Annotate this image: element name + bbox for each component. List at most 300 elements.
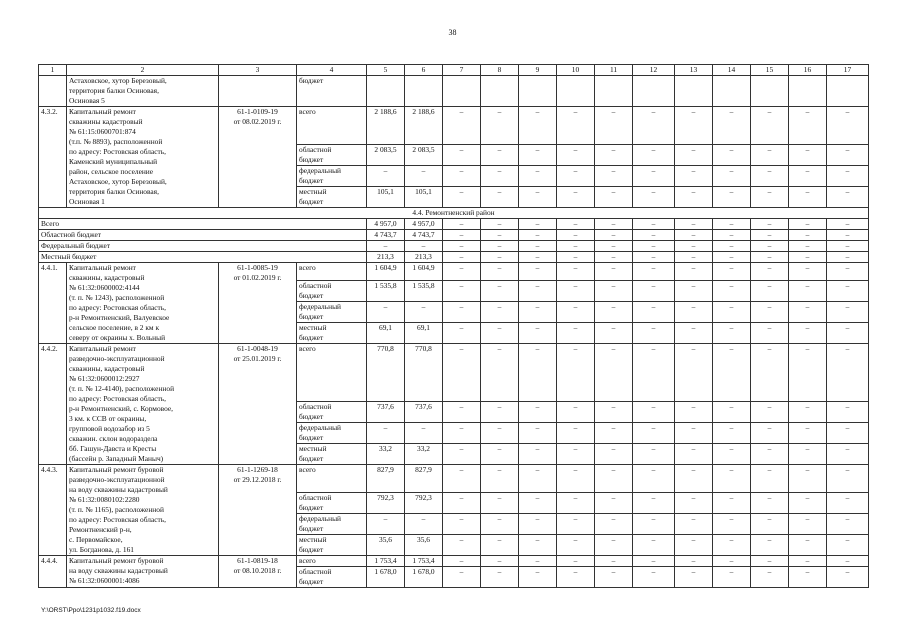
value-col-9: – (519, 145, 557, 166)
value-col-15: – (751, 423, 789, 444)
cell-text-line: федеральный (299, 423, 341, 432)
value-col-9: – (519, 567, 557, 588)
cell-text-line: бюджет (299, 454, 324, 463)
value-col-6: 2 083,5 (405, 145, 443, 166)
value-col-8: – (481, 567, 519, 588)
value-col-13: – (675, 252, 713, 263)
value-col-5: – (367, 241, 405, 252)
cell-text-line: скважины, кадастровый (69, 364, 145, 373)
value-col-6: 35,6 (405, 535, 443, 556)
cell-text-line: по адресу: Ростовская область, (69, 515, 166, 524)
value-col-8: – (481, 302, 519, 323)
value-col-14: – (713, 230, 751, 241)
value-col-9 (519, 76, 557, 107)
cell-text-line: бюджет (299, 312, 324, 321)
value-col-10: – (557, 514, 595, 535)
value-col-6: 1 535,8 (405, 281, 443, 302)
cell-text-line: Капитальный ремонт буровой (69, 465, 164, 474)
value-col-10: – (557, 423, 595, 444)
value-col-10: – (557, 323, 595, 344)
value-col-13: – (675, 241, 713, 252)
value-col-10: – (557, 281, 595, 302)
total-row (39, 219, 869, 230)
value-col-16: – (789, 263, 827, 281)
value-col-14: – (713, 281, 751, 302)
value-col-7: – (443, 493, 481, 514)
value-col-8: – (481, 465, 519, 493)
cell-text-line: местный (299, 323, 327, 332)
value-col-17: – (827, 493, 869, 514)
column-number-header: 17 (827, 65, 869, 76)
value-col-15: – (751, 241, 789, 252)
value-col-5: 4 957,0 (367, 219, 405, 230)
value-col-7: – (443, 535, 481, 556)
column-number-header: 9 (519, 65, 557, 76)
value-col-13: – (675, 514, 713, 535)
column-number-header: 12 (633, 65, 675, 76)
value-col-7: – (443, 402, 481, 423)
value-col-14: – (713, 402, 751, 423)
cell-text-line: 61-1-0819-18 (237, 556, 278, 565)
value-col-11: – (595, 145, 633, 166)
value-col-17: – (827, 187, 869, 208)
value-col-16: – (789, 556, 827, 567)
cell-text-line: территория балки Осиновая, (69, 86, 159, 95)
value-col-5: 69,1 (367, 323, 405, 344)
value-col-6 (405, 76, 443, 107)
total-row (39, 252, 869, 263)
value-col-7: – (443, 567, 481, 588)
cell-text-line: областной (299, 281, 332, 290)
cell-text-line: по адресу: Ростовская область, (69, 147, 166, 156)
cell-text-line: всего (299, 107, 316, 116)
funding-source (297, 187, 367, 208)
value-col-8: – (481, 230, 519, 241)
value-col-7: – (443, 302, 481, 323)
value-col-15: – (751, 187, 789, 208)
value-col-12: – (633, 323, 675, 344)
value-col-12: – (633, 187, 675, 208)
value-col-7: – (443, 107, 481, 145)
value-col-17: – (827, 323, 869, 344)
value-col-11: – (595, 281, 633, 302)
value-col-9: – (519, 302, 557, 323)
value-col-9: – (519, 444, 557, 465)
value-col-16: – (789, 465, 827, 493)
funding-source (297, 402, 367, 423)
value-col-8: – (481, 493, 519, 514)
value-col-17: – (827, 107, 869, 145)
object-description (67, 263, 219, 344)
value-col-14: – (713, 535, 751, 556)
value-col-15: – (751, 493, 789, 514)
value-col-6: – (405, 302, 443, 323)
cell-text-line: областной (299, 493, 332, 502)
value-col-17: – (827, 263, 869, 281)
cell-text-line: Капитальный ремонт (69, 263, 136, 272)
value-col-6: 213,3 (405, 252, 443, 263)
funding-source (297, 465, 367, 493)
value-col-10: – (557, 241, 595, 252)
value-col-5: 1 753,4 (367, 556, 405, 567)
value-col-17: – (827, 302, 869, 323)
value-col-15: – (751, 252, 789, 263)
value-col-16: – (789, 402, 827, 423)
value-col-16: – (789, 344, 827, 402)
value-col-17: – (827, 567, 869, 588)
value-col-10: – (557, 230, 595, 241)
cell-text-line: с. Первомайское, (69, 535, 123, 544)
value-col-11: – (595, 252, 633, 263)
funding-source (297, 444, 367, 465)
cell-text-line: Осиновая 5 (69, 96, 105, 105)
value-col-11: – (595, 166, 633, 187)
value-col-7: – (443, 241, 481, 252)
value-col-17: – (827, 535, 869, 556)
value-col-12: – (633, 281, 675, 302)
budget-table (38, 64, 869, 588)
value-col-8: – (481, 166, 519, 187)
cell-text-line: бб. Гашун-Давста и Кресты (69, 444, 157, 453)
cell-text-line: от 08.02.2019 г. (233, 117, 282, 126)
cell-text-line: северу от окраины х. Вольный (69, 333, 166, 342)
value-col-9: – (519, 344, 557, 402)
value-col-13: – (675, 323, 713, 344)
value-col-5: – (367, 423, 405, 444)
object-description (67, 76, 219, 107)
value-col-15: – (751, 402, 789, 423)
registration-number (219, 76, 297, 107)
cell-text-line: № 61:15:0600701:874 (69, 127, 136, 136)
value-col-14: – (713, 145, 751, 166)
value-col-5: 33,2 (367, 444, 405, 465)
item-number (39, 76, 67, 107)
value-col-9: – (519, 166, 557, 187)
value-col-7: – (443, 465, 481, 493)
funding-source (297, 567, 367, 588)
cell-text-line: бюджет (299, 333, 324, 342)
value-col-9: – (519, 281, 557, 302)
cell-text-line: местный (299, 444, 327, 453)
value-col-14: – (713, 493, 751, 514)
value-col-14: – (713, 219, 751, 230)
cell-text-line: по адресу: Ростовская область, (69, 394, 166, 403)
column-number-row (39, 65, 869, 76)
value-col-6: 4 743,7 (405, 230, 443, 241)
value-col-12: – (633, 514, 675, 535)
value-col-12: – (633, 252, 675, 263)
funding-source (297, 344, 367, 402)
column-number-header: 3 (219, 65, 297, 76)
value-col-12: – (633, 465, 675, 493)
cell-text-line: р-н Ремонтненский, Валуевское (69, 313, 170, 322)
value-col-15: – (751, 219, 789, 230)
value-col-6: 1 753,4 (405, 556, 443, 567)
value-col-16: – (789, 302, 827, 323)
value-col-7: – (443, 344, 481, 402)
cell-text-line: 61-1-0109-19 (237, 107, 278, 116)
value-col-9: – (519, 107, 557, 145)
value-col-11: – (595, 465, 633, 493)
object-description (67, 556, 219, 588)
value-col-9: – (519, 230, 557, 241)
cell-text-line: скважины, кадастровый (69, 273, 145, 282)
cell-text-line: 3 км. к ССВ от окраины, (69, 414, 147, 423)
value-col-7: – (443, 145, 481, 166)
funding-source (297, 145, 367, 166)
value-col-16: – (789, 166, 827, 187)
value-col-13: – (675, 535, 713, 556)
column-number-header: 5 (367, 65, 405, 76)
value-col-16: – (789, 323, 827, 344)
value-col-14: – (713, 423, 751, 444)
value-col-13: – (675, 493, 713, 514)
value-col-10: – (557, 493, 595, 514)
value-col-15 (751, 76, 789, 107)
value-col-16: – (789, 145, 827, 166)
value-col-13: – (675, 444, 713, 465)
cell-text-line: бюджет (299, 577, 324, 586)
page-number: 38 (448, 28, 457, 37)
value-col-8: – (481, 514, 519, 535)
cell-text-line: Астаховское, хутор Березовый, (69, 76, 167, 85)
cell-text-line: бюджет (299, 503, 324, 512)
cell-text-line: бюджет (299, 291, 324, 300)
funding-source (297, 423, 367, 444)
value-col-14: – (713, 241, 751, 252)
value-col-14: – (713, 556, 751, 567)
value-col-10: – (557, 444, 595, 465)
funding-source (297, 514, 367, 535)
value-col-17: – (827, 402, 869, 423)
cell-text-line: № 61:32:0600001:4086 (69, 576, 140, 585)
value-col-9: – (519, 514, 557, 535)
item-number: 4.4.4. (39, 556, 67, 588)
value-col-17: – (827, 145, 869, 166)
total-label: Местный бюджет (39, 252, 367, 263)
value-col-6: 770,8 (405, 344, 443, 402)
cell-text-line: сельское поселение, в 2 км к (69, 323, 160, 332)
cell-text-line: 61-1-1269-18 (237, 465, 278, 474)
value-col-15: – (751, 145, 789, 166)
cell-text-line: (т.п. № 8893), расположенной (69, 137, 163, 146)
value-col-14: – (713, 107, 751, 145)
value-col-13 (675, 76, 713, 107)
cell-text-line: на воду скважины кадастровый (69, 485, 168, 494)
value-col-15: – (751, 230, 789, 241)
cell-text-line: (т. п. № 12-4140), расположенной (69, 384, 175, 393)
value-col-12: – (633, 166, 675, 187)
value-col-12: – (633, 444, 675, 465)
value-col-5: 827,9 (367, 465, 405, 493)
funding-source (297, 76, 367, 107)
value-col-12: – (633, 107, 675, 145)
value-col-17: – (827, 241, 869, 252)
section-title: 4.4. Ремонтненский район (39, 208, 869, 219)
value-col-13: – (675, 230, 713, 241)
value-col-16: – (789, 514, 827, 535)
value-col-6: 792,3 (405, 493, 443, 514)
table-row (39, 465, 869, 493)
value-col-16: – (789, 219, 827, 230)
value-col-5: 35,6 (367, 535, 405, 556)
value-col-8: – (481, 281, 519, 302)
value-col-7: – (443, 187, 481, 208)
cell-text-line: № 61:32:0600002:4144 (69, 283, 140, 292)
cell-text-line: федеральный (299, 514, 341, 523)
registration-number (219, 556, 297, 588)
value-col-11 (595, 76, 633, 107)
value-col-6: – (405, 166, 443, 187)
value-col-12: – (633, 567, 675, 588)
value-col-7: – (443, 423, 481, 444)
value-col-13: – (675, 567, 713, 588)
registration-number (219, 263, 297, 344)
value-col-5: – (367, 514, 405, 535)
column-number-header: 4 (297, 65, 367, 76)
value-col-5: 1 678,0 (367, 567, 405, 588)
value-col-15: – (751, 166, 789, 187)
funding-source (297, 556, 367, 567)
value-col-16: – (789, 252, 827, 263)
value-col-17: – (827, 166, 869, 187)
value-col-11: – (595, 302, 633, 323)
cell-text-line: местный (299, 187, 327, 196)
cell-text-line: областной (299, 567, 332, 576)
column-number-header: 16 (789, 65, 827, 76)
value-col-7: – (443, 556, 481, 567)
cell-text-line: бюджет (299, 412, 324, 421)
value-col-14: – (713, 323, 751, 344)
funding-source (297, 107, 367, 145)
value-col-8: – (481, 423, 519, 444)
value-col-11: – (595, 493, 633, 514)
value-col-12: – (633, 344, 675, 402)
value-col-17: – (827, 465, 869, 493)
cell-text-line: (т. п. № 1165), расположенной (69, 505, 164, 514)
value-col-16: – (789, 107, 827, 145)
value-col-15: – (751, 107, 789, 145)
value-col-6: 4 957,0 (405, 219, 443, 230)
value-col-12: – (633, 145, 675, 166)
column-number-header: 1 (39, 65, 67, 76)
value-col-17: – (827, 514, 869, 535)
column-number-header: 10 (557, 65, 595, 76)
table-row (39, 344, 869, 402)
value-col-16: – (789, 241, 827, 252)
value-col-12 (633, 76, 675, 107)
cell-text-line: областной (299, 145, 332, 154)
value-col-6: 69,1 (405, 323, 443, 344)
value-col-14: – (713, 166, 751, 187)
value-col-10: – (557, 556, 595, 567)
value-col-8: – (481, 145, 519, 166)
value-col-11: – (595, 323, 633, 344)
value-col-5: 1 604,9 (367, 263, 405, 281)
value-col-13: – (675, 423, 713, 444)
cell-text-line: групповой водозабор из 5 (69, 424, 150, 433)
value-col-7: – (443, 323, 481, 344)
value-col-13: – (675, 281, 713, 302)
cell-text-line: бюджет (299, 433, 324, 442)
funding-source (297, 281, 367, 302)
value-col-8: – (481, 344, 519, 402)
value-col-6: 33,2 (405, 444, 443, 465)
cell-text-line: бюджет (299, 155, 324, 164)
value-col-8: – (481, 263, 519, 281)
value-col-5: – (367, 166, 405, 187)
file-path-footer: Y:\ORST\Ppo\1231p1032.f19.docx (41, 607, 141, 614)
table-row (39, 556, 869, 567)
cell-text-line: р-н Ремонтненский, с. Кормовое, (69, 404, 174, 413)
object-description (67, 465, 219, 556)
value-col-7: – (443, 230, 481, 241)
value-col-9: – (519, 187, 557, 208)
column-number-header: 6 (405, 65, 443, 76)
value-col-13: – (675, 166, 713, 187)
value-col-10: – (557, 187, 595, 208)
value-col-5: 792,3 (367, 493, 405, 514)
value-col-10: – (557, 535, 595, 556)
value-col-12: – (633, 219, 675, 230)
value-col-7: – (443, 263, 481, 281)
value-col-13: – (675, 402, 713, 423)
value-col-5: 770,8 (367, 344, 405, 402)
cell-text-line: 61-1-0085-19 (237, 263, 278, 272)
value-col-10: – (557, 219, 595, 230)
value-col-14: – (713, 514, 751, 535)
value-col-6: 737,6 (405, 402, 443, 423)
cell-text-line: федеральный (299, 302, 341, 311)
funding-source (297, 493, 367, 514)
cell-text-line: Капитальный ремонт (69, 344, 136, 353)
value-col-5: 2 188,6 (367, 107, 405, 145)
budget-table-wrapper (38, 64, 862, 588)
value-col-13: – (675, 344, 713, 402)
value-col-14: – (713, 567, 751, 588)
value-col-7: – (443, 514, 481, 535)
value-col-15: – (751, 465, 789, 493)
value-col-16: – (789, 444, 827, 465)
value-col-12: – (633, 493, 675, 514)
cell-text-line: скважины кадастровый (69, 117, 143, 126)
value-col-11: – (595, 514, 633, 535)
value-col-10: – (557, 567, 595, 588)
value-col-5: – (367, 302, 405, 323)
cell-text-line: Астаховское, хутор Березовый, (69, 177, 167, 186)
value-col-12: – (633, 402, 675, 423)
column-number-header: 14 (713, 65, 751, 76)
value-col-11: – (595, 444, 633, 465)
value-col-17 (827, 76, 869, 107)
value-col-15: – (751, 344, 789, 402)
total-label: Областной бюджет (39, 230, 367, 241)
value-col-9: – (519, 423, 557, 444)
item-number: 4.3.2. (39, 107, 67, 208)
cell-text-line: бюджет (299, 176, 324, 185)
value-col-10: – (557, 252, 595, 263)
value-col-8: – (481, 252, 519, 263)
total-label: Федеральный бюджет (39, 241, 367, 252)
value-col-13: – (675, 556, 713, 567)
value-col-9: – (519, 241, 557, 252)
cell-text-line: бюджет (299, 197, 324, 206)
cell-text-line: Капитальный ремонт (69, 107, 136, 116)
cell-text-line: Капитальный ремонт буровой (69, 556, 164, 565)
cell-text-line: бюджет (299, 524, 324, 533)
value-col-15: – (751, 556, 789, 567)
cell-text-line: всего (299, 263, 316, 272)
